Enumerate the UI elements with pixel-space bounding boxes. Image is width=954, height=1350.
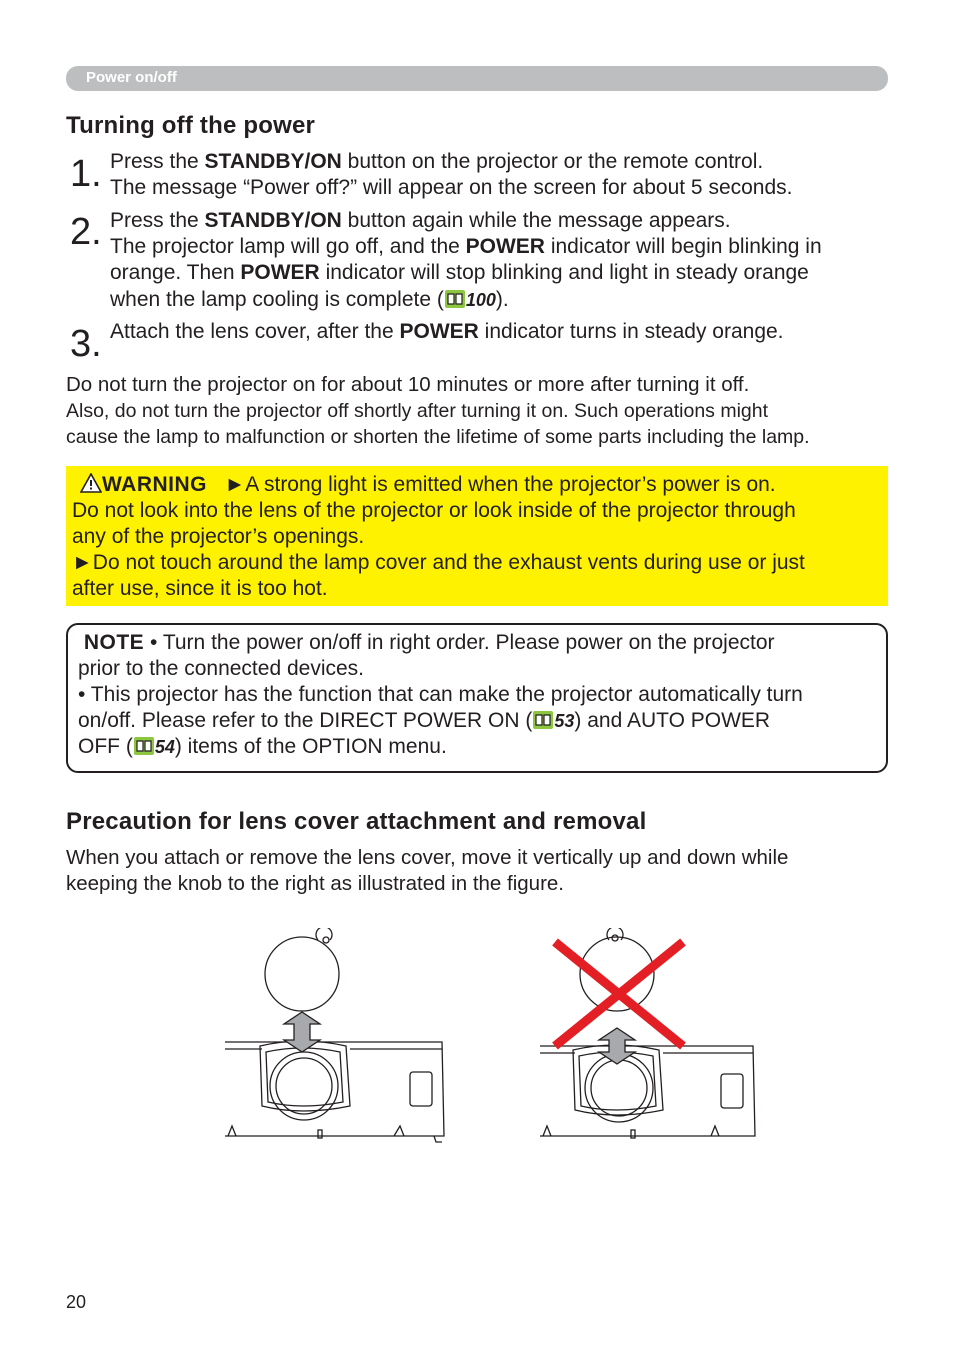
caution-line-3: cause the lamp to malfunction or shorten the lifetime of some parts including the lamp. — [66, 426, 810, 448]
section-title-lens-cover: Precaution for lens cover attachment and removal — [66, 808, 647, 835]
section-title-turning-off: Turning off the power — [66, 112, 316, 139]
projector-illustration-incorrect — [535, 928, 763, 1148]
caution-line-2: Also, do not turn the projector off shortly after turning it on. Such operations might — [66, 400, 769, 422]
page-number: 20 — [66, 1292, 87, 1312]
manual-book-icon — [532, 710, 554, 730]
warning-text: WARNING ►A strong light is emitted when the projector’s power is on. Do not look into the lens of the projector or look inside of the projector through any of the projector’s openings. ►Do not touch around the lamp cover and the exhaust vents during use or just after use, since it is too hot. — [72, 473, 805, 600]
step-number-1: 1. — [70, 153, 102, 195]
page-reference-53: 53 — [554, 711, 575, 731]
step-number-3: 3. — [70, 323, 102, 365]
step-2-line-1: Press the STANDBY/ON button again while the message appears. — [110, 209, 731, 232]
page-reference-54: 54 — [154, 737, 175, 757]
step-1-line-2: The message “Power off?” will appear on the screen for about 5 seconds. — [110, 176, 793, 199]
projector-illustration-correct — [222, 928, 450, 1148]
lens-cover-line-1: When you attach or remove the lens cover, move it vertically up and down while — [66, 846, 789, 869]
note-label: NOTE — [83, 631, 145, 654]
manual-book-icon — [444, 289, 466, 309]
lens-cover-line-2: keeping the knob to the right as illustrated in the figure. — [66, 872, 565, 895]
manual-book-icon — [133, 736, 155, 756]
page-reference-100: 100 — [465, 290, 496, 310]
caution-line-1: Do not turn the projector on for about 10 minutes or more after turning it off. — [66, 373, 750, 396]
warning-label: WARNING — [102, 473, 207, 496]
warning-box — [66, 466, 888, 606]
step-3-line-1: Attach the lens cover, after the POWER indicator turns in steady orange. — [110, 320, 784, 343]
step-2-line-2: The projector lamp will go off, and the POWER indicator will begin blinking in — [110, 235, 822, 258]
lens-cover-shape — [265, 937, 339, 1011]
step-2-line-3: orange. Then POWER indicator will stop blinking and light in steady orange — [110, 261, 809, 284]
note-box — [66, 623, 888, 773]
step-number-2: 2. — [70, 211, 102, 253]
step-1-line-1: Press the STANDBY/ON button on the projector or the remote control. — [110, 150, 764, 173]
up-down-arrow-icon — [284, 1012, 320, 1052]
section-header-label: Power on/off — [86, 69, 177, 86]
note-text: NOTE • Turn the power on/off in right order. Please power on the projector prior to the connected devices. • This projector has the function that can make the projector automatically turn on/off. Please refer to the DIRECT POWER ON ( 53) and AUTO POWER OFF ( 54) items of the OPTION menu. — [78, 631, 803, 758]
warning-triangle-icon — [80, 473, 102, 493]
step-2-line-4: when the lamp cooling is complete ( 100). — [110, 288, 509, 311]
section-header-bar — [66, 66, 888, 91]
